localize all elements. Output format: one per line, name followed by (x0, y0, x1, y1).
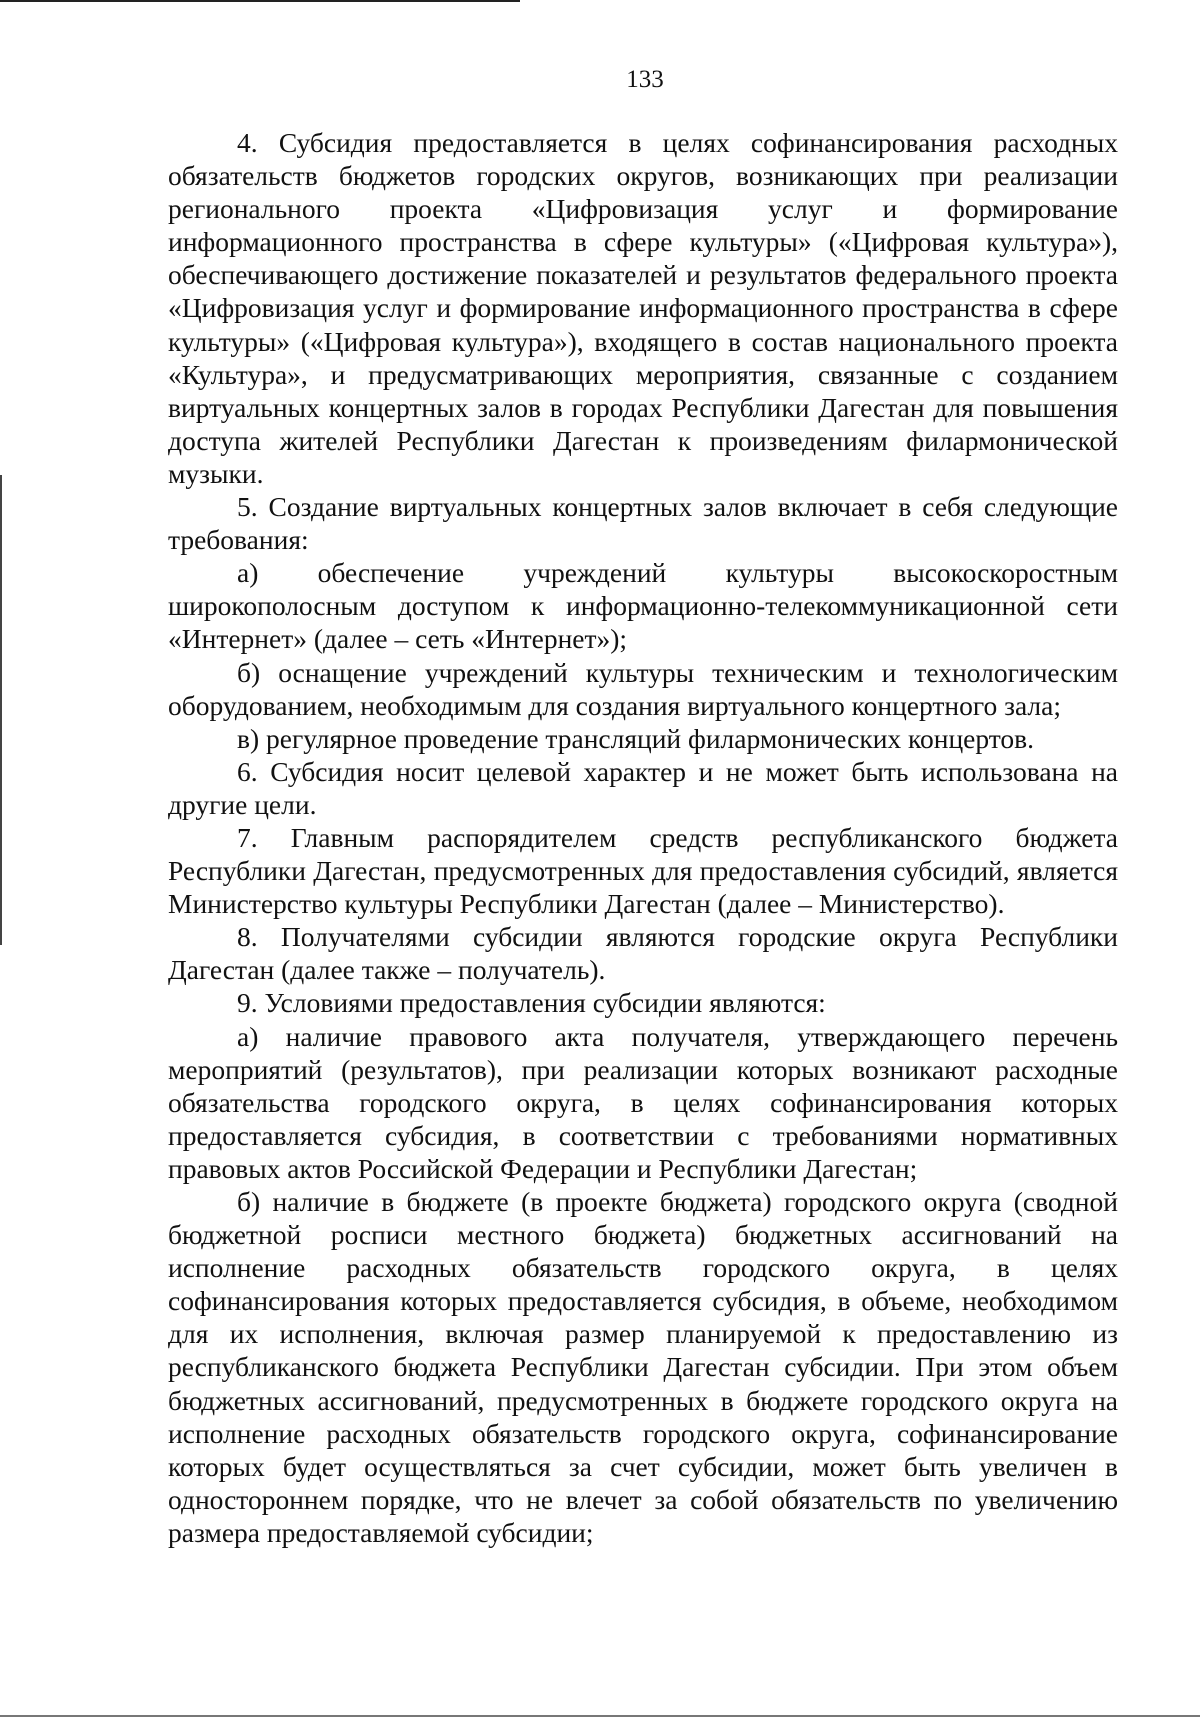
page-number: 133 (626, 66, 664, 93)
document-body (168, 126, 1118, 1549)
paragraph-5a: а) обеспечение учреждений культуры высокоскоростным широкополосным доступом к информационно-телекоммуникационной сети «Интернет» (далее – сеть «Интернет»); (168, 557, 1118, 655)
paragraph-8: 8. Получателями субсидии являются городские округа Республики Дагестан (далее также – получатель). (168, 921, 1118, 986)
paragraph-7: 7. Главным распорядителем средств республиканского бюджета Республики Дагестан, предусмотренных для предоставления субсидий, является Министерство культуры Республики Дагестан (далее – Министерство). (168, 821, 1118, 920)
paragraph-4: 4. Субсидия предоставляется в целях софинансирования расходных обязательств бюджетов городских округов, возникающих при реализации регионального проекта «Цифровизация услуг и формирование информационного пространства в сфере культуры» («Цифровая культура»), обеспечивающего достижение показателей и результатов федерального проекта «Цифровизация услуг и формирование информационного пространства в сфере культуры» («Цифровая культура»), входящего в состав национального проекта «Культура», и предусматривающих мероприятия, связанные с созданием виртуальных концертных залов в городах Республики Дагестан для повышения доступа жителей Республики Дагестан к произведениям филармонической музыки. (168, 127, 1118, 489)
scan-edge-top (0, 0, 520, 2)
paragraph-6: 6. Субсидия носит целевой характер и не может быть использована на другие цели. (168, 755, 1118, 820)
paragraph-5c: в) регулярное проведение трансляций филармонических концертов. (237, 722, 1035, 754)
scan-edge-left (0, 475, 2, 945)
paragraph-9b: б) наличие в бюджете (в проекте бюджета) городского округа (сводной бюджетной росписи местного бюджета) бюджетных ассигнований на исполнение расходных обязательств городского округа, в целях софинансирования которых предоставляется субсидия, в объеме, необходимом для их исполнения, включая размер планируемой к предоставлению из республиканского бюджета Республики Дагестан субсидии. При этом объем бюджетных ассигнований, предусмотренных в бюджете городского округа на исполнение расходных обязательств городского округа, софинансирование которых будет осуществляться за счет субсидии, может быть увеличен в одностороннем порядке, что не влечет за собой обязательств по увеличению размера предоставляемой субсидии; (168, 1186, 1118, 1548)
paragraph-9a: а) наличие правового акта получателя, утверждающего перечень мероприятий (результатов), при реализации которых возникают расходные обязательства городского округа, в целях софинансирования которых предоставляется субсидия, в соответствии с требованиями нормативных правовых актов Российской Федерации и Республики Дагестан; (168, 1020, 1118, 1184)
paragraph-5: 5. Создание виртуальных концертных залов включает в себя следующие требования: (168, 491, 1118, 556)
paragraph-9: 9. Условиями предоставления субсидии являются: (237, 987, 826, 1019)
paragraph-5b: б) оснащение учреждений культуры техническим и технологическим оборудованием, необходимым для создания виртуального концертного зала; (168, 656, 1118, 721)
